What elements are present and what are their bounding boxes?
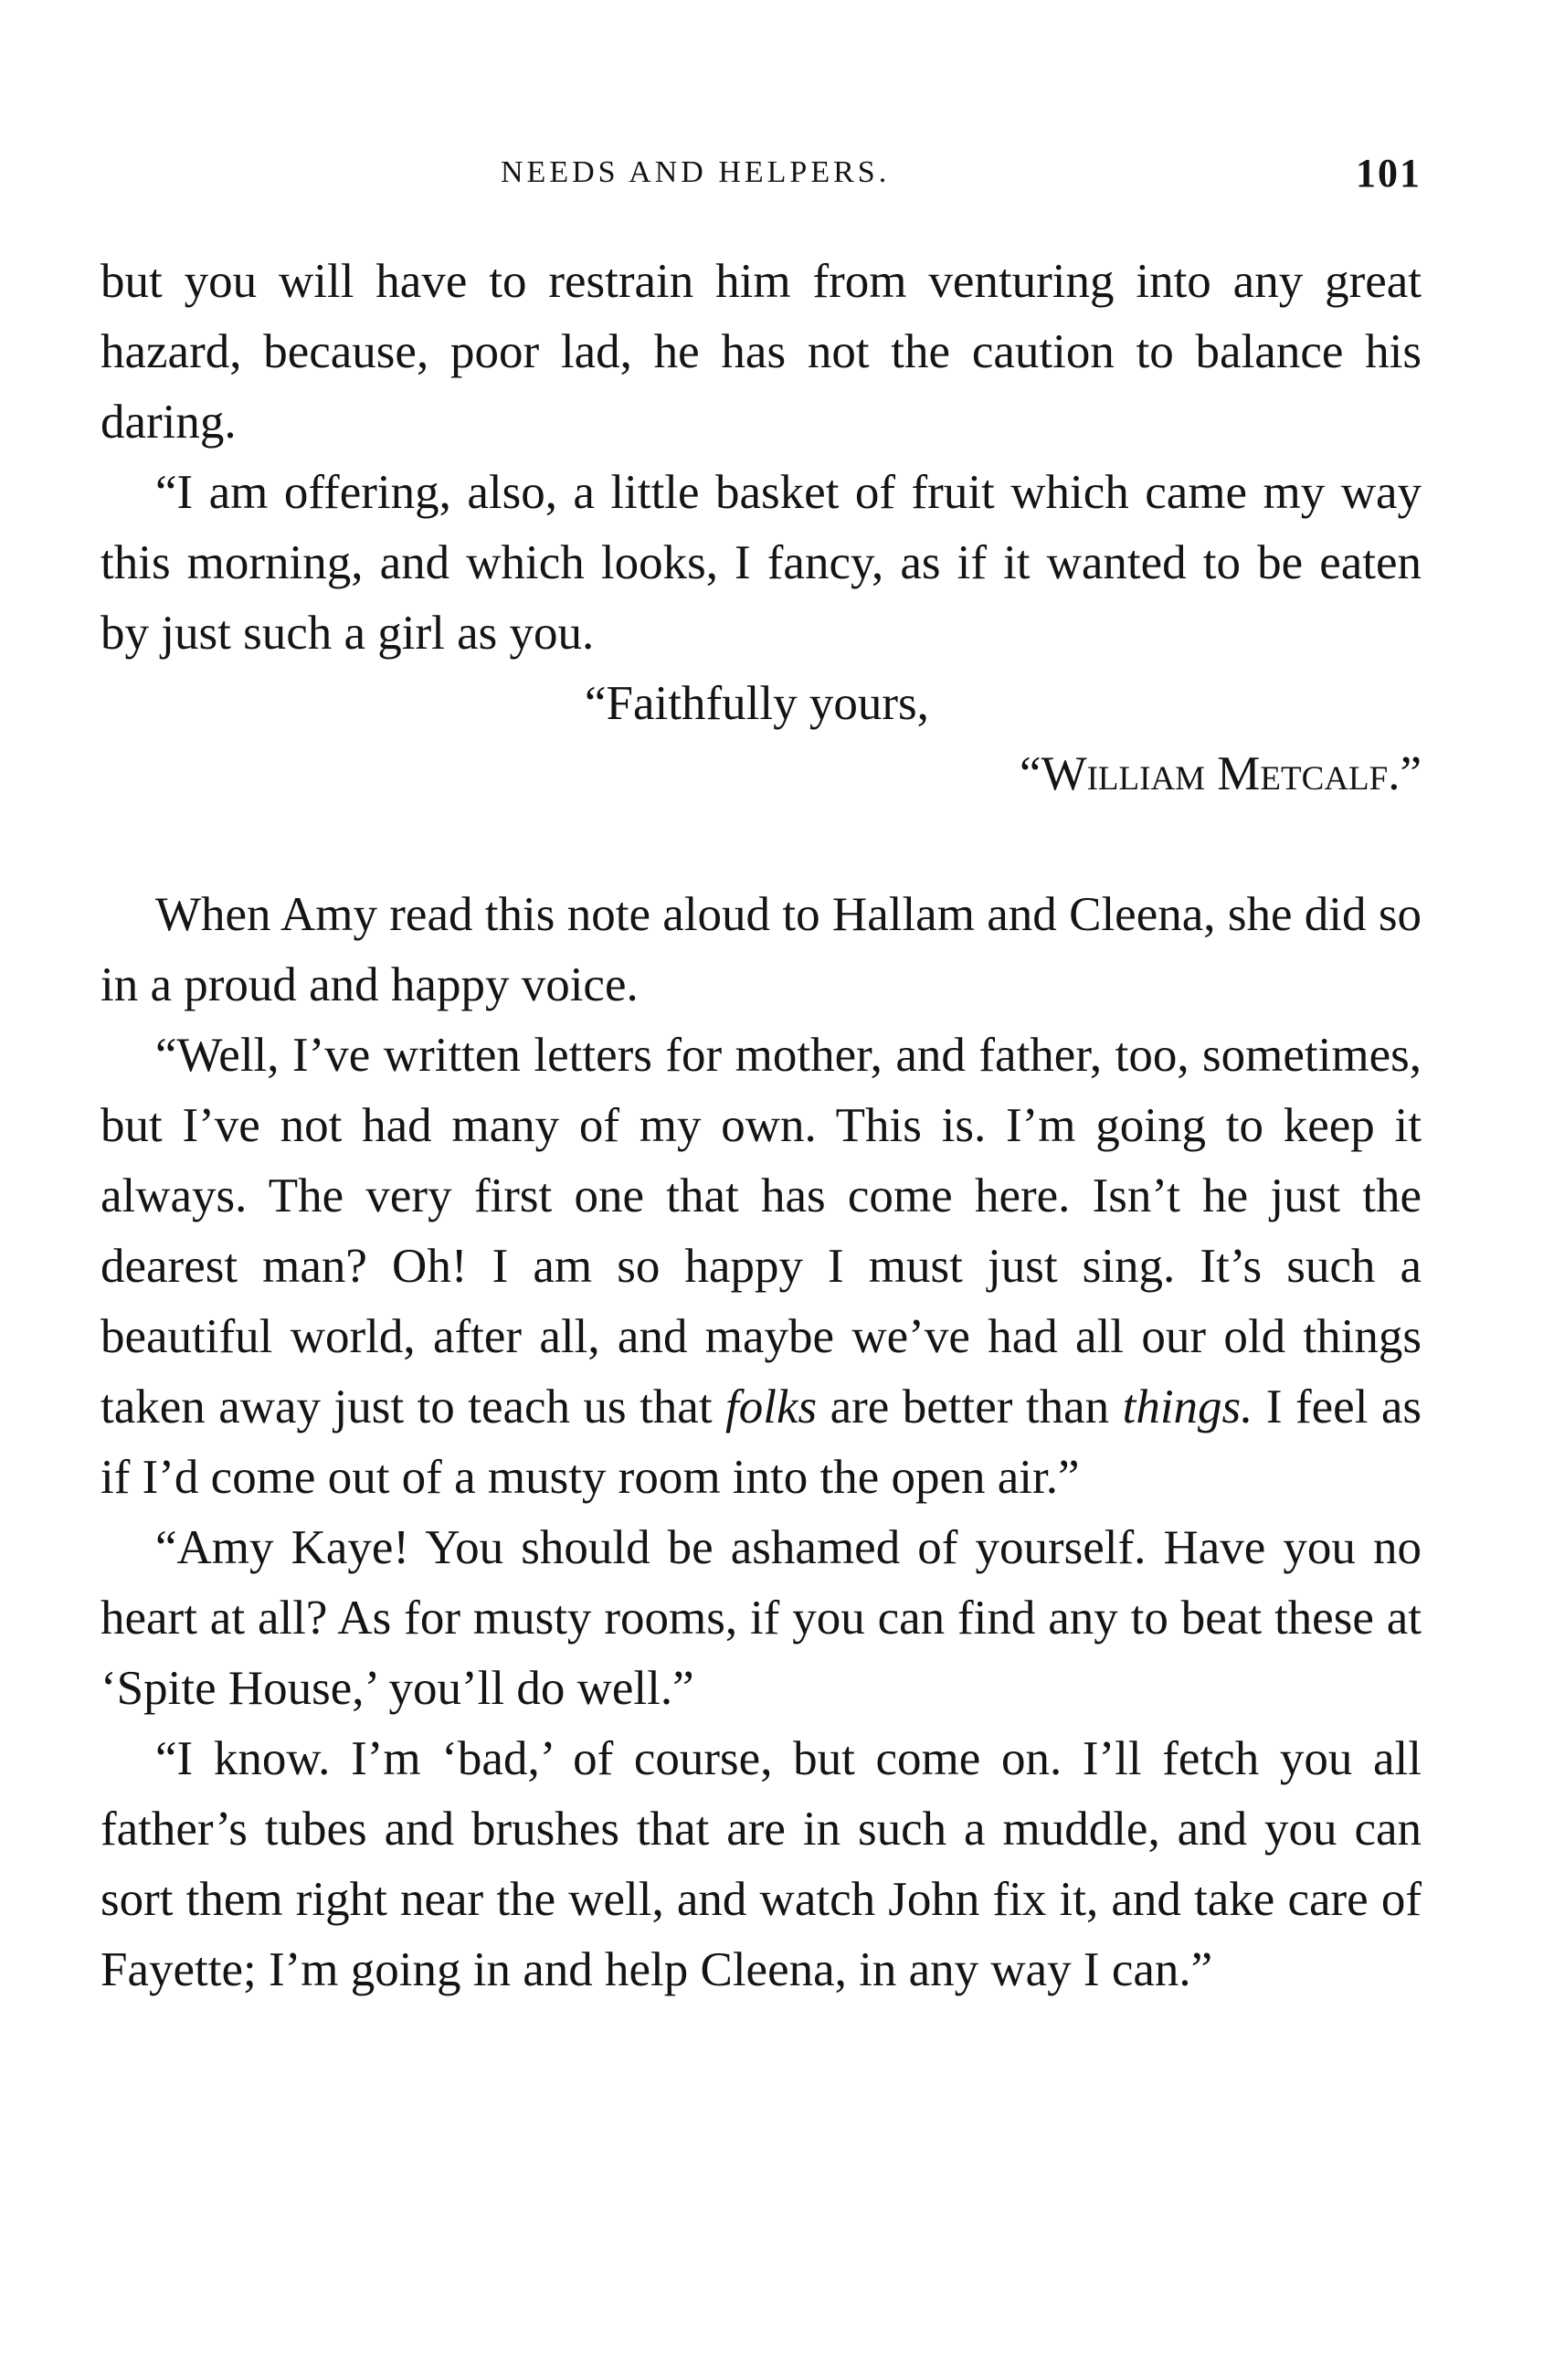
paragraph-5: “Amy Kaye! You should be ashamed of yourself. Have you no heart at all? As for musty rooms, if you can find any to beat these at ‘Spite House,’ you’ll do well.” [100, 1521, 1422, 1715]
emphasis-things: things. [1122, 1380, 1253, 1433]
emphasis-folks: folks [725, 1380, 818, 1433]
paragraph-4-text-c: I feel as if I’d come out of a musty room into the open air.” [100, 1380, 1422, 1504]
running-title: NEEDS AND HELPERS. [501, 155, 891, 189]
letter-closing: “Faithfully yours, [585, 677, 929, 730]
running-head [100, 151, 1422, 210]
page-number: 101 [1356, 151, 1422, 196]
paragraph-6: “I know. I’m ‘bad,’ of course, but come on. I’ll fetch you all father’s tubes and brushes that are in such a muddle, and you can sort them right near the well, and watch John fix it, and take care of Fayette; I’m going in and help Cleena, in any way I can.” [100, 1732, 1422, 1996]
paragraph-4-text-b: are better than [830, 1380, 1110, 1433]
body-text [100, 247, 1422, 2005]
paragraph-3: When Amy read this note aloud to Hallam and Cleena, she did so in a proud and happy voice. [100, 888, 1422, 1011]
paragraph-4 [100, 1021, 1422, 1513]
book-page [100, 151, 1422, 2005]
letter-signature: “William Metcalf.” [1020, 747, 1422, 800]
paragraph-1: but you will have to restrain him from venturing into any great hazard, because, poor lad, he has not the caution to balance his daring. [100, 255, 1422, 449]
paragraph-4-text-a: “Well, I’ve written letters for mother, and father, too, sometimes, but I’ve not had many of my own. This is. I’m going to keep it always. The very first one that has come here. Isn’t he just the dearest man? Oh! I am so happy I must just sing. It’s such a beautiful world, after all, and maybe we’ve had all our old things taken away just to teach us that [100, 1029, 1422, 1433]
paragraph-2: “I am offering, also, a little basket of fruit which came my way this morning, and which looks, I fancy, as if it wanted to be eaten by just such a girl as you. [100, 466, 1422, 660]
